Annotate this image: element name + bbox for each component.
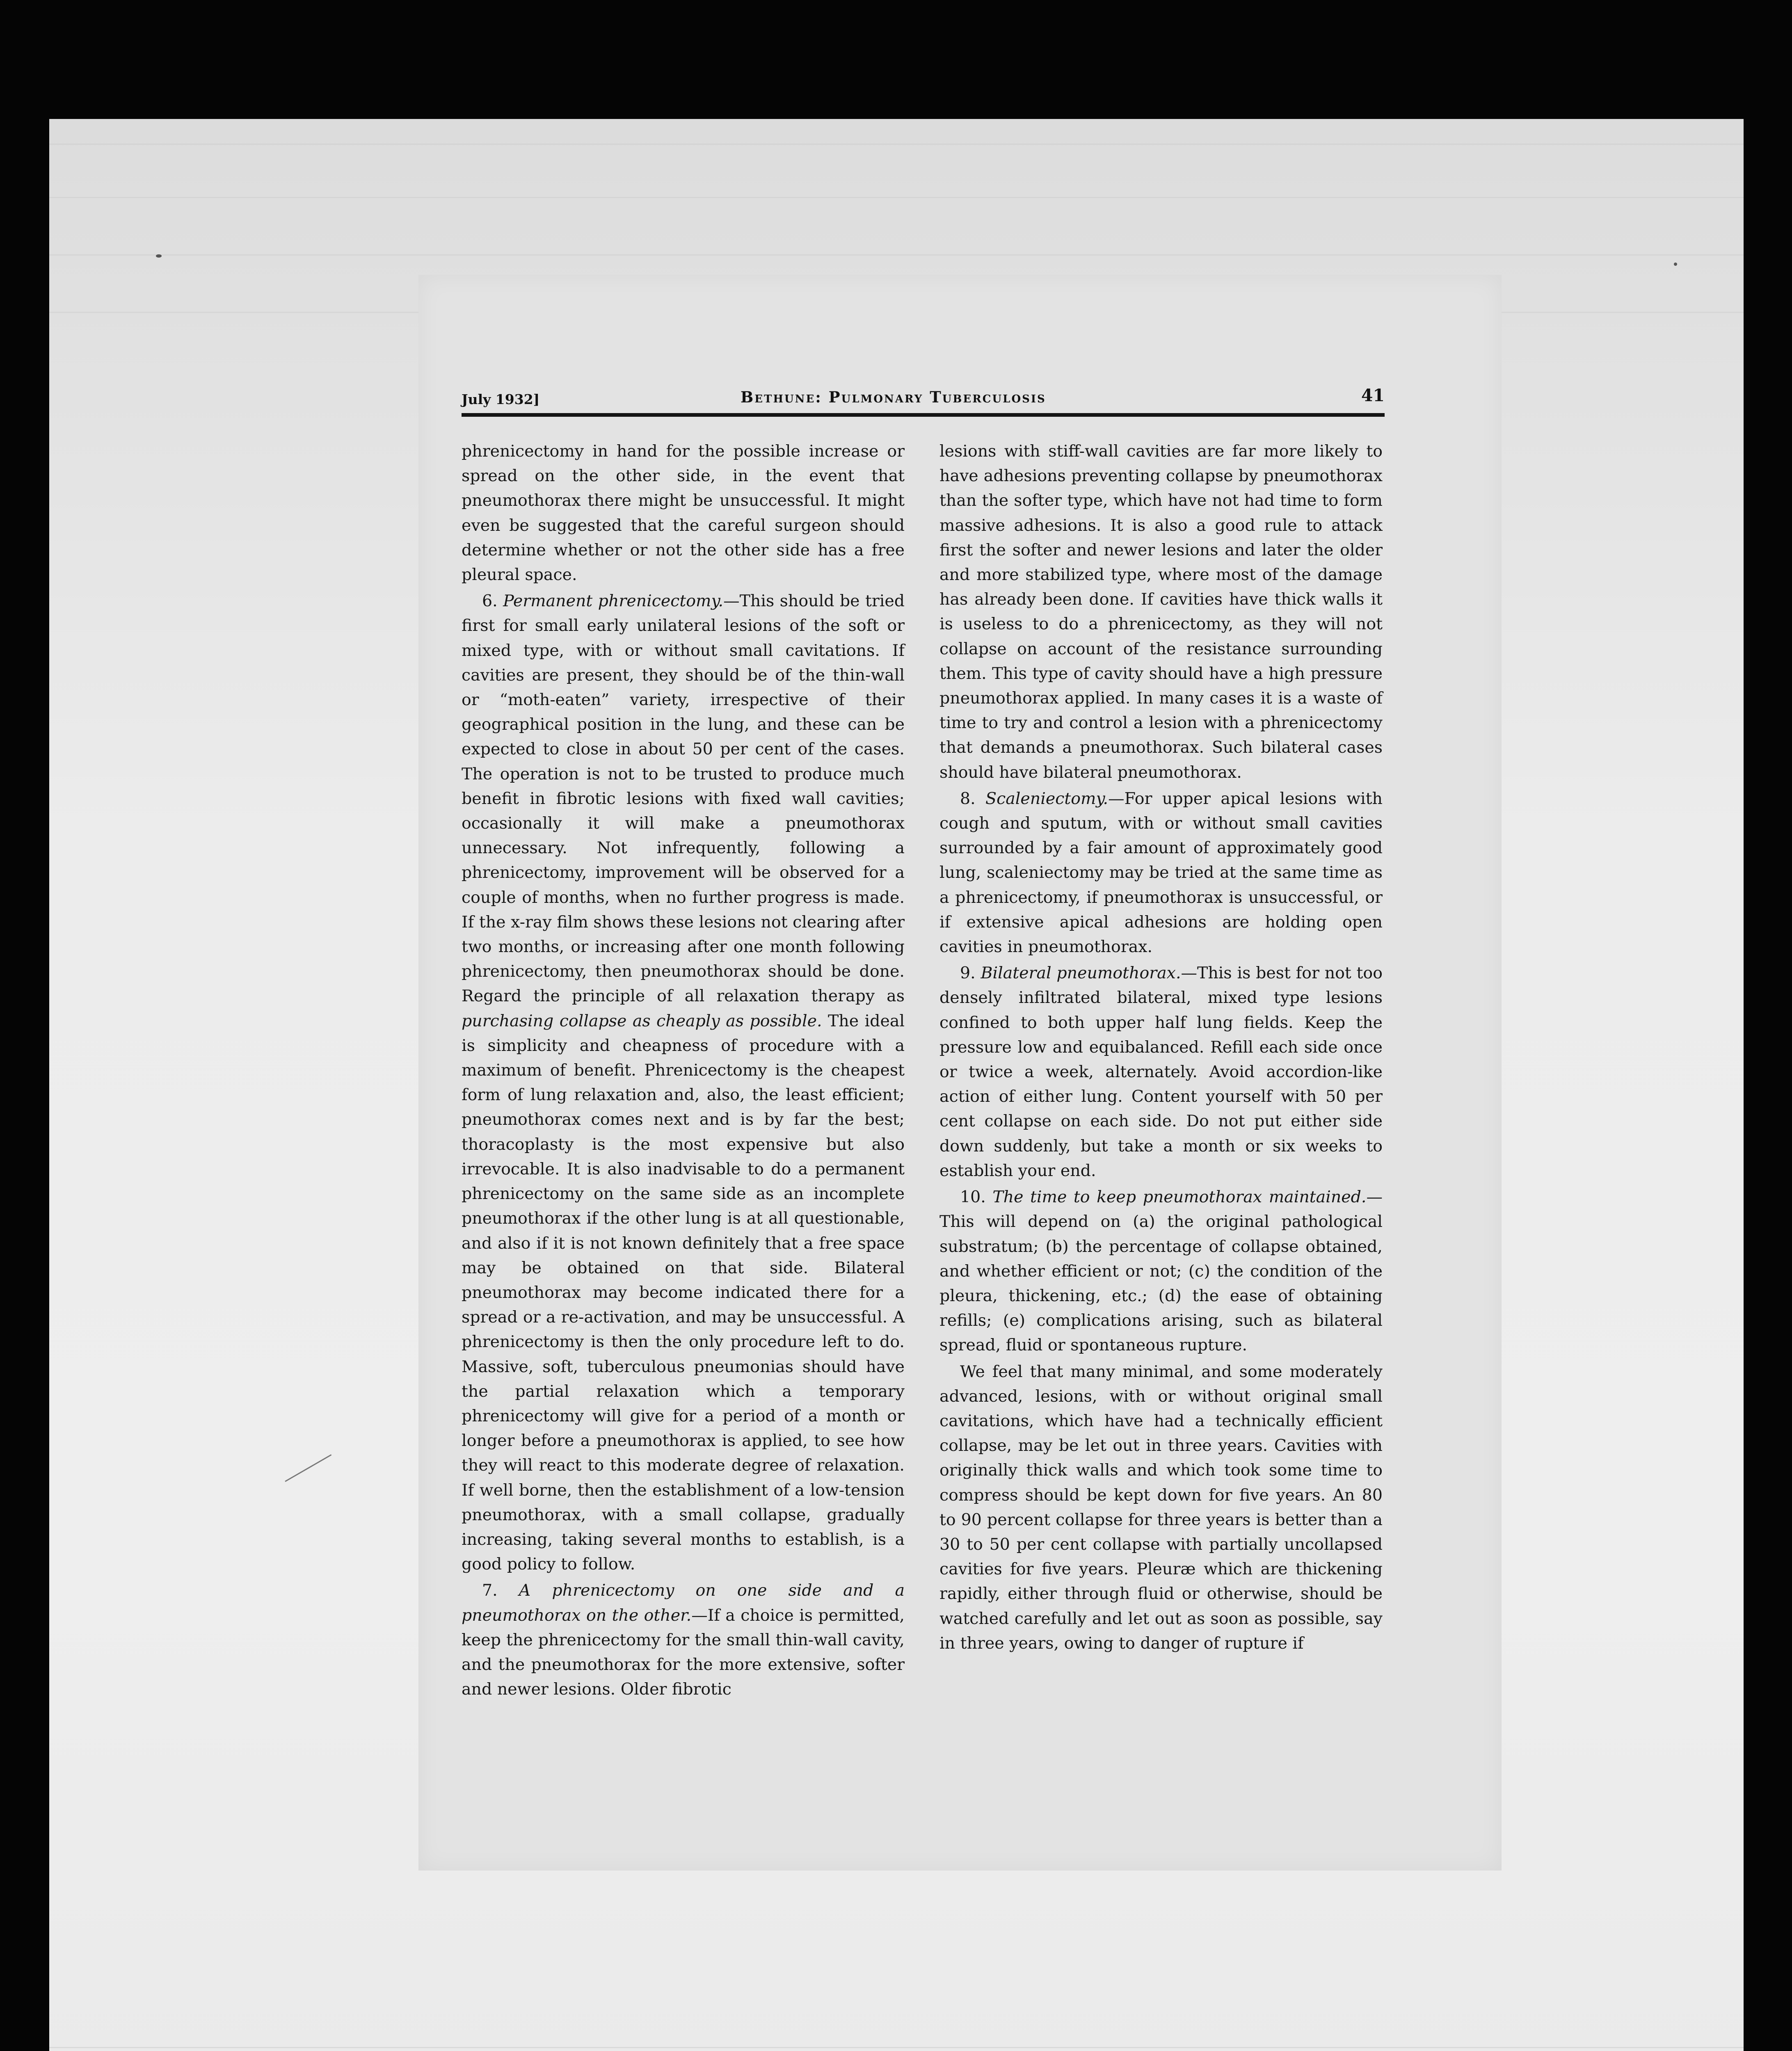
paragraph-time-maintained [939,1185,1383,1357]
paragraph-conclusion: We feel that many minimal, and some moderately advanced, lesions, with or without original small cavitations, which have had a technically efficient collapse, may be let out in three years. Cavities with originally thick walls and which took some time to compress should be kept down for five years. An 80 to 90 percent collapse for three years is better than a 30 to 50 per cent collapse with partially uncollapsed cavities for five years. Pleuræ which are thickening rapidly, either through fluid or otherwise, should be watched carefully and let out as soon as possible, say in three years, owing to danger of rupture if [939,1362,1383,1653]
item-number: 8. [960,789,976,808]
paragraph-continued: lesions with stiff-wall cavities are far more likely to have adhesions preventing collapse by pneumothorax than the softer type, which have not had time to form massive adhesions. It is also a good rule to attack first the softer and newer lesions and later the older and more stabilized type, where most of the damage has already been done. If cavities have thick walls it is useless to do a phrenicectomy, as they will not collapse on account of the resistance surrounding them. This type of cavity should have a high pressure pneumothorax applied. In many cases it is a waste of time to try and control a lesion with a phrenicectomy that demands a pneumothorax. Such bilateral cases should have bilateral pneumothorax. [939,442,1383,782]
right-column [939,439,1383,1656]
left-column [462,439,905,1702]
page-number: 41 [1361,386,1385,405]
item-title: A phrenicectomy on one side and a pneumothorax on the other. [462,1581,905,1625]
paragraph-text: —For upper apical lesions with cough and sputum, with or without small cavities surrounded by a fair amount of approximately good lung, scaleniectomy may be tried at the same time as a phrenicectomy, if pneumothorax is unsuccessful, or if extensive apical adhesions are holding open cavities in pneumothorax. [939,789,1383,957]
item-number: 9. [960,964,976,983]
issue-date: July 1932] [462,391,540,407]
item-title: Permanent phrenicectomy. [503,592,724,611]
film-scratch [285,1454,331,1482]
item-title: The time to keep pneumothorax maintained. [992,1188,1367,1207]
item-title: Scaleniectomy. [985,789,1109,808]
scan-line [49,144,1744,145]
scan-line [49,2047,1744,2048]
running-header [462,386,1385,410]
item-number: 7. [482,1581,498,1600]
paragraph-continued: phrenicectomy in hand for the possible increase or spread on the other side, in the event that pneumothorax there might be unsuccessful. It might even be suggested that the careful surgeon should determine whether or not the other side has a free pleural space. [462,442,905,585]
paragraph-text: —This should be tried first for small early unilateral lesions of the soft or mixed type, with or without small cavitations. If cavities are present, they should be of the thin-wall or “moth-eaten” variety, irrespective of their geographical position in the lung, and these can be expected to close in about 50 per cent of the cases. The operation is not to be trusted to produce much benefit in fibrotic lesions with fixed wall cavities; occasionally it will make a pneumothorax unnecessary. Not infrequently, following a phrenicectomy, improvement will be observed for a couple of months, when no further progress is made. If the x-ray film shows these lesions not clearing after two months, or increasing after one month following phrenicectomy, then pneumothorax should be done. Regard the principle of all relaxation therapy as [462,592,905,1006]
paragraph-permanent-phrenicectomy [462,589,905,1576]
scan-line [49,254,1744,256]
item-title: Bilateral pneumothorax. [981,964,1181,983]
paragraph-text: —This will depend on (a) the original pathological substratum; (b) the percentage of collapse obtained, and whether efficient or not; (c) the condition of the pleura, thickening, etc.; (d) the ease of obtaining refills; (e) complications arising, such as bilateral spread, fluid or spontaneous rupture. [939,1188,1383,1355]
paragraph-phrenicectomy-and-pneumothorax [462,1578,905,1702]
item-number: 10. [960,1188,986,1207]
paragraph-text: —This is best for not too densely infiltrated bilateral, mixed type lesions confined to both upper half lung fields. Keep the pressure low and equibalanced. Refill each side once or twice a week, alternately. Avoid accordion-like action of either lung. Content yourself with 50 per cent collapse on each side. Do not put either side down suddenly, but take a month or six weeks to establish your end. [939,964,1383,1180]
running-title: Bethune: Pulmonary Tuberculosis [741,388,1046,406]
document-page [418,275,1502,1871]
scan-line [49,197,1744,198]
paragraph-bilateral-pneumothorax [939,961,1383,1183]
paragraph-text: The ideal is simplicity and cheapness of procedure with a maximum of benefit. Phrenicectomy is the cheapest form of lung relaxation and, also, the least efficient; pneumothorax comes next and is by far the best; thoracoplasty is the most expensive but also irrevocable. It is also inadvisable to do a permanent phrenicectomy on the same side as an incomplete pneumothorax if the other lung is at all questionable, and also if it is not known definitely that a free space may be obtained on that side. Bilateral pneumothorax may become indicated there for a spread or a re-activation, and may be unsuccessful. A phrenicectomy is then the only procedure left to do. Massive, soft, tuberculous pneumonias should have the partial relaxation which a temporary phrenicectomy will give for a period of a month or longer before a pneumothorax is applied, to see how they will react to this moderate degree of relaxation. If well borne, then the establishment of a low-tension pneumothorax, with a small collapse, gradually increasing, taking several months to establish, is a good policy to follow. [462,1011,905,1574]
film-speck [1674,263,1677,266]
film-speck [156,254,162,258]
paragraph-scaleniectomy [939,786,1383,959]
header-rule [462,413,1385,417]
item-number: 6. [482,592,498,611]
emphasis-text: purchasing collapse as cheaply as possible. [462,1011,822,1030]
paragraph-text: —If a choice is permitted, keep the phrenicectomy for the small thin-wall cavity, and the pneumothorax for the more extensive, softer and newer lesions. Older fibrotic [462,1606,905,1699]
